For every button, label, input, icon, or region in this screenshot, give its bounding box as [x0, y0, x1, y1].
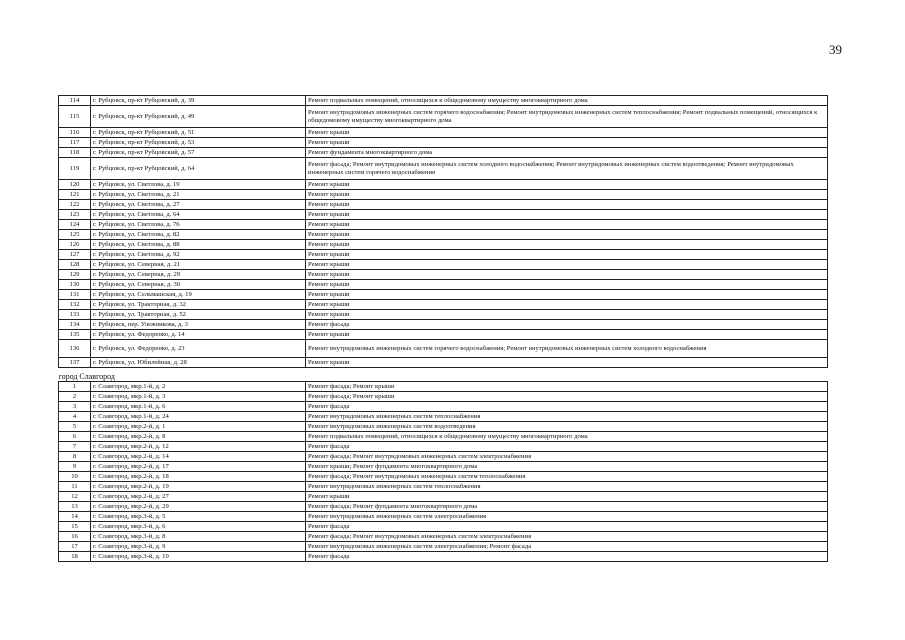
row-number: 131: [59, 290, 91, 300]
row-number: 122: [59, 200, 91, 210]
row-number: 7: [59, 442, 91, 452]
row-work-type: Ремонт крыши: [306, 270, 828, 280]
row-number: 6: [59, 432, 91, 442]
row-address: г. Славгород, мкр.2-й, д. 18: [91, 472, 306, 482]
row-work-type: Ремонт фасада: [306, 442, 828, 452]
row-address: г. Рубцовск, ул. Северная, д. 21: [91, 260, 306, 270]
row-number: 120: [59, 180, 91, 190]
row-work-type: Ремонт крыши: [306, 190, 828, 200]
row-number: 14: [59, 512, 91, 522]
row-work-type: Ремонт крыши: [306, 358, 828, 368]
row-work-type: Ремонт крыши: [306, 280, 828, 290]
row-work-type: Ремонт внутридомовых инженерных систем электроснабжения; Ремонт фасада: [306, 542, 828, 552]
row-number: 115: [59, 106, 91, 128]
row-work-type: Ремонт крыши: [306, 200, 828, 210]
row-number: 15: [59, 522, 91, 532]
table-row: [59, 320, 828, 330]
row-work-type: Ремонт фасада: [306, 522, 828, 532]
row-address: г. Рубцовск, пр-кт Рубцовский, д. 51: [91, 128, 306, 138]
row-address: г. Рубцовск, пер. Улежникова, д. 3: [91, 320, 306, 330]
row-address: г. Славгород, мкр.2-й, д. 19: [91, 482, 306, 492]
row-work-type: Ремонт фасада; Ремонт внутридомовых инженерных систем электроснабжения: [306, 532, 828, 542]
row-number: 132: [59, 300, 91, 310]
table-row: [59, 300, 828, 310]
row-work-type: Ремонт крыши: [306, 230, 828, 240]
row-work-type: Ремонт подвальных помещений, относящихся к общедомовому имуществу многоквартирного дома: [306, 96, 828, 106]
row-work-type: Ремонт крыши: [306, 290, 828, 300]
row-address: г. Славгород, мкр.3-й, д. 6: [91, 522, 306, 532]
row-address: г. Славгород, мкр.2-й, д. 27: [91, 492, 306, 502]
row-address: г. Славгород, мкр.2-й, д. 29: [91, 502, 306, 512]
row-address: г. Рубцовск, ул. Северная, д. 29: [91, 270, 306, 280]
table-row: [59, 260, 828, 270]
row-number: 125: [59, 230, 91, 240]
table-row: [59, 472, 828, 482]
table-row: [59, 442, 828, 452]
table-row: [59, 502, 828, 512]
row-number: 118: [59, 148, 91, 158]
row-work-type: Ремонт крыши: [306, 300, 828, 310]
table-row: [59, 270, 828, 280]
table-row: [59, 522, 828, 532]
row-work-type: Ремонт внутридомовых инженерных систем горячего водоснабжения; Ремонт внутридомовых инженерных систем теплоснабжения; Ремонт подвальных помещений, относящихся к общедомовому имуществу многоквартирного дома: [306, 106, 828, 128]
table-row: [59, 532, 828, 542]
row-address: г. Рубцовск, пр-кт Рубцовский, д. 57: [91, 148, 306, 158]
row-work-type: Ремонт фасада; Ремонт внутридомовых инженерных систем теплоснабжения: [306, 472, 828, 482]
row-number: 116: [59, 128, 91, 138]
table-row: [59, 358, 828, 368]
row-number: 136: [59, 340, 91, 358]
row-number: 123: [59, 210, 91, 220]
row-address: г. Рубцовск, ул. Сельмашская, д. 19: [91, 290, 306, 300]
row-number: 134: [59, 320, 91, 330]
table-row: [59, 392, 828, 402]
table-row: [59, 180, 828, 190]
row-address: г. Славгород, мкр.3-й, д. 9: [91, 542, 306, 552]
row-work-type: Ремонт внутридомовых инженерных систем электроснабжения: [306, 512, 828, 522]
section-header-row: [59, 368, 828, 382]
table-row: [59, 512, 828, 522]
row-work-type: Ремонт фасада: [306, 320, 828, 330]
row-address: г. Рубцовск, ул. Светлова, д. 27: [91, 200, 306, 210]
row-address: г. Славгород, мкр.1-й, д. 6: [91, 402, 306, 412]
row-address: г. Рубцовск, ул. Светлова, д. 82: [91, 230, 306, 240]
table-row: [59, 340, 828, 358]
row-address: г. Славгород, мкр.3-й, д. 5: [91, 512, 306, 522]
table-row: [59, 492, 828, 502]
row-number: 126: [59, 240, 91, 250]
row-work-type: Ремонт фасада; Ремонт внутридомовых инженерных систем холодного водоснабжения; Ремонт внутридомовых инженерных систем водоотведения; Ремонт внутридомовых инженерных систем горячего водоснабжения: [306, 158, 828, 180]
table-row: [59, 148, 828, 158]
row-number: 13: [59, 502, 91, 512]
row-work-type: Ремонт крыши: [306, 138, 828, 148]
table-body: [59, 96, 828, 562]
repair-schedule-table: [58, 95, 828, 562]
table-row: [59, 128, 828, 138]
row-number: 1: [59, 382, 91, 392]
row-number: 12: [59, 492, 91, 502]
row-work-type: Ремонт крыши: [306, 310, 828, 320]
row-work-type: Ремонт фасада; Ремонт фундамента многоквартирного дома: [306, 502, 828, 512]
row-address: г. Рубцовск, ул. Светлова, д. 92: [91, 250, 306, 260]
page-number: 39: [829, 42, 842, 57]
table-row: [59, 250, 828, 260]
row-address: г. Славгород, мкр.3-й, д. 8: [91, 532, 306, 542]
row-number: 3: [59, 402, 91, 412]
row-number: 133: [59, 310, 91, 320]
row-work-type: Ремонт крыши: [306, 180, 828, 190]
table-row: [59, 402, 828, 412]
row-number: 130: [59, 280, 91, 290]
row-work-type: Ремонт фундамента многоквартирного дома: [306, 148, 828, 158]
row-address: г. Рубцовск, пр-кт Рубцовский, д. 49: [91, 106, 306, 128]
row-number: 11: [59, 482, 91, 492]
row-work-type: Ремонт крыши: [306, 210, 828, 220]
table-row: [59, 106, 828, 128]
row-number: 16: [59, 532, 91, 542]
row-address: г. Славгород, мкр.2-й, д. 17: [91, 462, 306, 472]
table-row: [59, 240, 828, 250]
table-row: [59, 190, 828, 200]
row-number: 10: [59, 472, 91, 482]
row-address: г. Рубцовск, пр-кт Рубцовский, д. 39: [91, 96, 306, 106]
table-row: [59, 382, 828, 392]
row-work-type: Ремонт крыши: [306, 492, 828, 502]
table-row: [59, 138, 828, 148]
row-address: г. Рубцовск, ул. Тракторная, д. 32: [91, 300, 306, 310]
row-number: 129: [59, 270, 91, 280]
row-number: 4: [59, 412, 91, 422]
table-row: [59, 210, 828, 220]
row-address: г. Рубцовск, ул. Светлова, д. 64: [91, 210, 306, 220]
row-number: 137: [59, 358, 91, 368]
row-work-type: Ремонт крыши: [306, 250, 828, 260]
row-work-type: Ремонт крыши; Ремонт фундамента многоквартирного дома: [306, 462, 828, 472]
row-number: 18: [59, 552, 91, 562]
row-work-type: Ремонт фасада; Ремонт внутридомовых инженерных систем электроснабжения: [306, 452, 828, 462]
table-row: [59, 230, 828, 240]
row-address: г. Славгород, мкр.2-й, д. 12: [91, 442, 306, 452]
table-row: [59, 290, 828, 300]
row-number: 5: [59, 422, 91, 432]
row-address: г. Рубцовск, ул. Светлова, д. 76: [91, 220, 306, 230]
row-number: 124: [59, 220, 91, 230]
row-work-type: Ремонт крыши: [306, 240, 828, 250]
table-row: [59, 220, 828, 230]
table-row: [59, 330, 828, 340]
row-number: 119: [59, 158, 91, 180]
row-number: 17: [59, 542, 91, 552]
row-address: г. Славгород, мкр.1-й, д. 2: [91, 382, 306, 392]
row-work-type: Ремонт внутридомовых инженерных систем теплоснабжения: [306, 412, 828, 422]
row-address: г. Славгород, мкр.1-й, д. 24: [91, 412, 306, 422]
row-number: 128: [59, 260, 91, 270]
table-row: [59, 412, 828, 422]
row-address: г. Славгород, мкр.2-й, д. 8: [91, 432, 306, 442]
row-address: г. Рубцовск, пр-кт Рубцовский, д. 53: [91, 138, 306, 148]
row-address: г. Рубцовск, пр-кт Рубцовский, д. 64: [91, 158, 306, 180]
row-number: 135: [59, 330, 91, 340]
table-row: [59, 158, 828, 180]
table-row: [59, 310, 828, 320]
row-number: 8: [59, 452, 91, 462]
row-address: г. Рубцовск, ул. Федоренко, д. 14: [91, 330, 306, 340]
row-address: г. Рубцовск, ул. Светлова, д. 19: [91, 180, 306, 190]
section-title: город Славгород: [59, 368, 828, 382]
row-work-type: Ремонт крыши: [306, 220, 828, 230]
row-work-type: Ремонт фасада: [306, 402, 828, 412]
row-address: г. Славгород, мкр.2-й, д. 14: [91, 452, 306, 462]
table-row: [59, 452, 828, 462]
row-work-type: Ремонт крыши: [306, 330, 828, 340]
row-number: 121: [59, 190, 91, 200]
row-work-type: Ремонт внутридомовых инженерных систем водоотведения: [306, 422, 828, 432]
row-work-type: Ремонт крыши: [306, 128, 828, 138]
table-row: [59, 200, 828, 210]
row-number: 9: [59, 462, 91, 472]
row-work-type: Ремонт подвальных помещений, относящихся к общедомовому имуществу многоквартирного дома: [306, 432, 828, 442]
row-address: г. Рубцовск, ул. Северная, д. 30: [91, 280, 306, 290]
row-address: г. Рубцовск, ул. Федоренко, д. 23: [91, 340, 306, 358]
table-row: [59, 482, 828, 492]
row-work-type: Ремонт фасада: [306, 552, 828, 562]
row-address: г. Славгород, мкр.1-й, д. 3: [91, 392, 306, 402]
table-row: [59, 462, 828, 472]
row-work-type: Ремонт фасада; Ремонт крыши: [306, 382, 828, 392]
table-row: [59, 422, 828, 432]
row-number: 114: [59, 96, 91, 106]
table-row: [59, 280, 828, 290]
row-address: г. Рубцовск, ул. Юбилейная, д. 28: [91, 358, 306, 368]
row-address: г. Рубцовск, ул. Светлова, д. 88: [91, 240, 306, 250]
row-work-type: Ремонт фасада; Ремонт крыши: [306, 392, 828, 402]
row-work-type: Ремонт внутридомовых инженерных систем горячего водоснабжения; Ремонт внутридомовых инженерных систем холодного водоснабжения: [306, 340, 828, 358]
row-address: г. Славгород, мкр.3-й, д. 10: [91, 552, 306, 562]
row-address: г. Рубцовск, ул. Тракторная, д. 52: [91, 310, 306, 320]
row-number: 117: [59, 138, 91, 148]
table-row: [59, 96, 828, 106]
table-row: [59, 432, 828, 442]
row-work-type: Ремонт внутридомовых инженерных систем теплоснабжения: [306, 482, 828, 492]
row-address: г. Славгород, мкр.2-й, д. 1: [91, 422, 306, 432]
table-row: [59, 542, 828, 552]
row-address: г. Рубцовск, ул. Светлова, д. 21: [91, 190, 306, 200]
row-number: 2: [59, 392, 91, 402]
row-number: 127: [59, 250, 91, 260]
row-work-type: Ремонт крыши: [306, 260, 828, 270]
table-row: [59, 552, 828, 562]
